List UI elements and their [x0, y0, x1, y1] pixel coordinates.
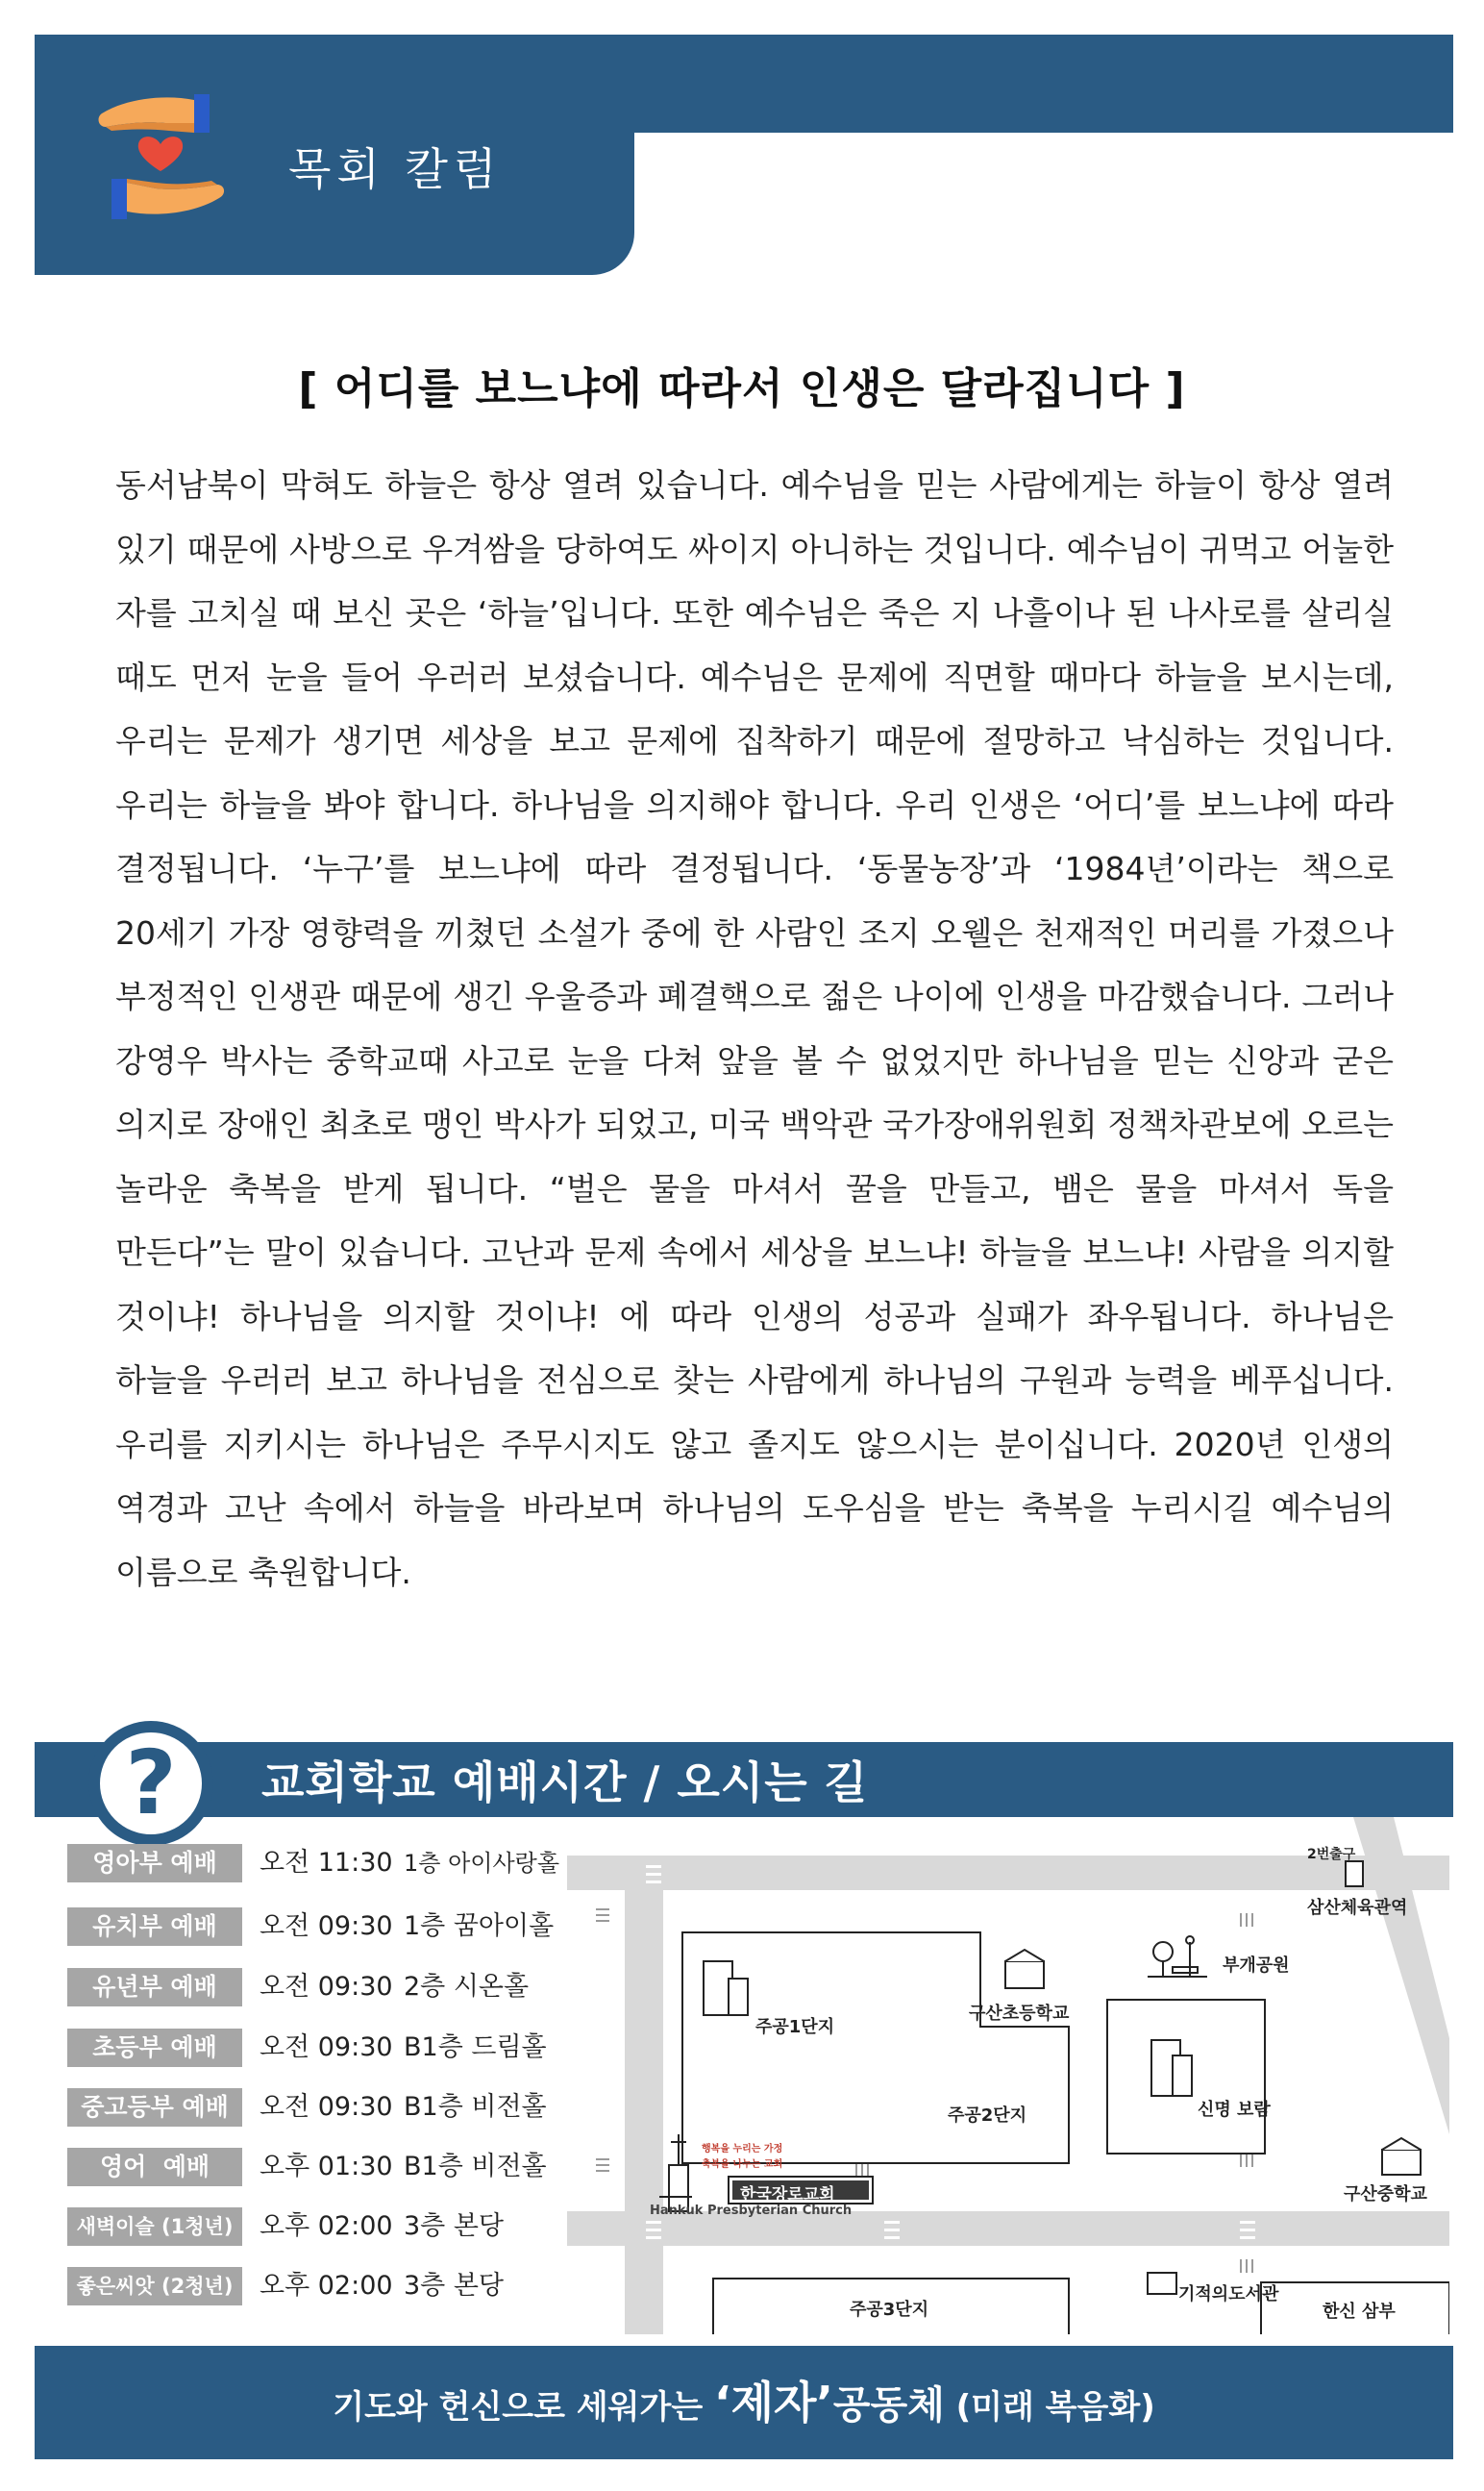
- footer-banner: [35, 2346, 1453, 2459]
- schedule-place: 1층 아이사랑홀: [404, 1850, 560, 1877]
- schedule-time: 오전 09:30: [260, 2032, 393, 2062]
- schedule-dept: 새벽이슬 (1청년): [67, 2207, 242, 2246]
- schedule-time: 오후 02:00: [260, 2211, 393, 2241]
- map-label-apt3: 주공3단지: [850, 2300, 929, 2320]
- column-title: [ 어디를 보느냐에 따라서 인생은 달라집니다 ]: [298, 364, 1186, 413]
- schedule-place: B1층 비전홀: [404, 2152, 547, 2181]
- schedule-place: 3층 본당: [404, 2211, 505, 2241]
- section2-title: 교회학교 예배시간 / 오시는 길: [261, 1756, 869, 1808]
- schedule-dept: 영아부 예배: [67, 1844, 242, 1882]
- map-label-elem-school: 구산초등학교: [969, 2004, 1070, 2024]
- location-map: [567, 1817, 1449, 2334]
- map-label-apt2: 주공2단지: [948, 2105, 1027, 2126]
- schedule-row: [67, 2029, 567, 2067]
- schedule-place: 3층 본당: [404, 2271, 505, 2301]
- map-label-park: 부개공원: [1223, 1955, 1290, 1976]
- schedule-dept: 중고등부 예배: [67, 2088, 242, 2127]
- schedule-place: B1층 드림홀: [404, 2032, 547, 2062]
- column-body: 동서남북이 막혀도 하늘은 항상 열려 있습니다. 예수님을 믿는 사람에게는 하늘이 항상 열려 있기 때문에 사방으로 우겨쌈을 당하여도 싸이지 아니하는 것입니다. 예수님이 귀먹고 어눌한 자를 고치실 때 보신 곳은 ‘하늘’입니다. 또한 예수님은 죽은 지 나흘이나 된 나사로를 살리실 때도 먼저 눈을 들어 우러러 보셨습니다. 예수님은 문제에 직면할 때마다 하늘을 보시는데, 우리는 문제가 생기면 세상을 보고 문제에 집착하기 때문에 절망하고 낙심하는 것입니다. 우리는 하늘을 봐야 합니다. 하나님을 의지해야 합니다. 우리 인생은 ‘어디’를 보느냐에 따라 결정됩니다. ‘누구’를 보느냐에 따라 결정됩니다. ‘동물농장’과 ‘1984년’이라는 책으로 20세기 가장 영향력을 끼쳤던 소설가 중에 한 사람인 조지 오웰은 천재적인 머리를 가졌으나 부정적인 인생관 때문에 생긴 우울증과 폐결핵으로 젊은 나이에 인생을 마감했습니다. 그러나 강영우 박사는 중학교때 사고로 눈을 다쳐 앞을 볼 수 없었지만 하나님을 믿는 신앙과 굳은 의지로 장애인 최초로 맹인 박사가 되었고, 미국 백악관 국가장애위원회 정책차관보에 오르는 놀라운 축복을 받게 됩니다. “벌은 물을 마셔서 꿀을 만들고, 뱀은 물을 마셔서 독을 만든다”는 말이 있습니다. 고난과 문제 속에서 세상을 보느냐! 하늘을 보느냐! 사람을 의지할 것이냐! 하나님을 의지할 것이냐! 에 따라 인생의 성공과 실패가 좌우됩니다. 하나님은 하늘을 우러러 보고 하나님을 전심으로 찾는 사람에게 하나님의 구원과 능력을 베푸십니다. 우리를 지키시는 하나님은 주무시지도 않고 졸지도 않으시는 분이십니다. 2020년 인생의 역경과 고난 속에서 하늘을 바라보며 하나님의 도우심을 받는 축복을 누리시길 예수님의 이름으로 축원합니다.: [115, 466, 1394, 1591]
- map-label-gym: 삼산체육관역: [1307, 1898, 1408, 1918]
- schedule-time: 오전 11:30: [260, 1848, 393, 1878]
- map-label-church: 한국장로교회: [740, 2185, 835, 2205]
- schedule-time: 오전 09:30: [260, 2092, 393, 2122]
- footer-text-big: ‘제자’: [714, 2377, 833, 2429]
- map-label-hansin: 한신 삼부: [1323, 2302, 1396, 2322]
- schedule-time: 오전 09:30: [260, 1972, 393, 2002]
- schedule-dept: 초등부 예배: [67, 2029, 242, 2067]
- schedule-place: 2층 시온홀: [404, 1972, 530, 2002]
- schedule-row: [67, 2267, 567, 2305]
- schedule-place: 1층 꿈아이홀: [404, 1911, 555, 1941]
- footer-text-mid: 공동체: [832, 2383, 945, 2428]
- schedule-dept: 유치부 예배: [67, 1907, 242, 1946]
- footer-text-pre: 기도와 헌신으로 세워가는: [333, 2388, 715, 2427]
- schedule-dept: 유년부 예배: [67, 1968, 242, 2006]
- hands-heart-icon: [88, 85, 233, 229]
- schedule-time: 오전 09:30: [260, 1911, 393, 1941]
- map-label-apt1: 주공1단지: [755, 2017, 835, 2037]
- schedule-row: [67, 1907, 567, 1946]
- map-label-sinmyeong: 신명 보람: [1198, 2100, 1271, 2120]
- schedule-dept: 좋은씨앗 (2청년): [67, 2267, 242, 2305]
- schedule-row: [67, 1844, 567, 1882]
- map-church-slogan-1: 행복을 누리는 가정: [702, 2144, 783, 2155]
- question-mark-icon: ?: [125, 1731, 177, 1834]
- footer-text-post: (미래 복음화): [944, 2388, 1155, 2427]
- map-label-library: 기적의도서관: [1178, 2284, 1279, 2304]
- header-title: 목회 칼럼: [288, 143, 503, 195]
- schedule-row: [67, 2207, 567, 2246]
- map-church-slogan-2: 축복을 나누는 교회: [702, 2159, 783, 2170]
- schedule-time: 오후 01:30: [260, 2152, 393, 2181]
- schedule-row: [67, 2148, 567, 2186]
- schedule-time: 오후 02:00: [260, 2271, 393, 2301]
- schedule-dept: 영어 예배: [67, 2148, 242, 2186]
- schedule-row: [67, 1968, 567, 2006]
- schedule-place: B1층 비전홀: [404, 2092, 547, 2122]
- map-label-exit: 2번출구: [1307, 1847, 1356, 1862]
- map-label-middle-school: 구산중학교: [1344, 2184, 1427, 2205]
- map-label-church-en: Hankuk Presbyterian Church: [650, 2204, 853, 2218]
- schedule-row: [67, 2088, 567, 2127]
